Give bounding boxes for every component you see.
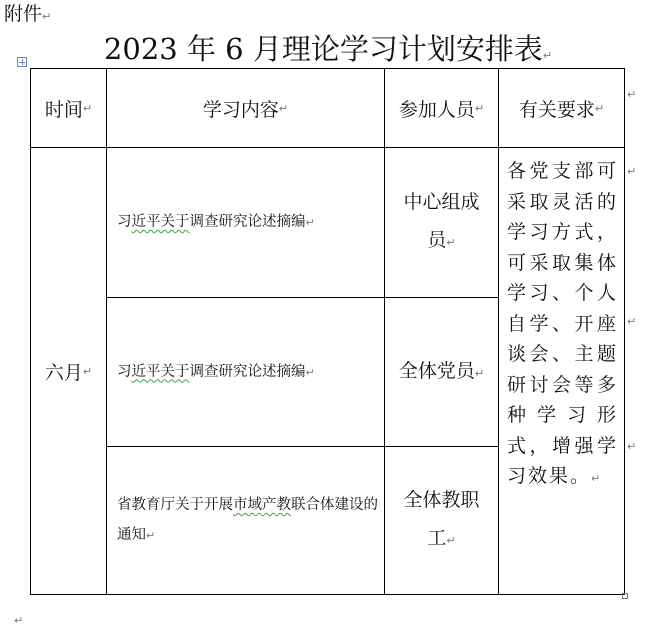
cell-mark: ↵	[146, 529, 156, 542]
cell-mark: ↵	[474, 101, 485, 115]
cell-mark: ↵	[305, 216, 315, 229]
attachment-label: 附件↵	[4, 3, 52, 25]
table-move-handle-icon[interactable]	[17, 57, 27, 67]
cell-mark: ↵	[278, 101, 289, 115]
table-border-bottom	[30, 594, 625, 595]
cell-mark: ↵	[446, 534, 456, 547]
table-resize-handle-icon[interactable]	[622, 593, 628, 599]
cell-mark: ↵	[305, 365, 315, 379]
row-end-mark: ↵	[627, 88, 637, 101]
header-participants: 参加人员 ↵	[398, 98, 485, 121]
table-row-1-content: 习近平关于调查研究论述摘编↵	[117, 214, 315, 230]
table-row-3-content: 省教育厅关于开展市域产教联合体建设的通知↵	[117, 497, 378, 543]
table-row-3-participants: 全体教职工↵	[403, 489, 480, 549]
cell-mark: ↵	[82, 101, 93, 115]
header-time: 时间 ↵	[44, 98, 93, 121]
row-end-mark: ↵	[627, 315, 637, 328]
row-end-mark: ↵	[627, 165, 637, 178]
header-requirements: 有关要求 ↵	[518, 98, 605, 121]
table-row-2-content: 习近平关于调查研究论述摘编↵	[117, 363, 315, 380]
row-end-mark: ↵	[627, 440, 637, 453]
table-border-right	[624, 68, 625, 595]
cell-mark: ↵	[591, 472, 603, 485]
paragraph-mark: ↵	[42, 10, 52, 23]
paragraph-mark: ↵	[14, 614, 24, 627]
table-row-1-participants: 中心组成员↵	[403, 191, 480, 251]
header-content: 学习内容 ↵	[202, 98, 289, 121]
cell-mark: ↵	[82, 364, 93, 378]
cell-mark: ↵	[594, 101, 605, 115]
requirements-cell: 各党支部可采取灵活的学习方式，可采取集体学习、个人自学、开座谈会、主题研讨会等多种学习形式，增强学习效果。↵	[507, 160, 618, 487]
cell-mark: ↵	[474, 366, 485, 380]
cell-mark: ↵	[446, 236, 456, 249]
document-title: 2023 年 6 月理论学习计划安排表↵	[103, 32, 553, 66]
paragraph-mark: ↵	[542, 49, 553, 62]
month-cell: 六月 ↵	[44, 361, 93, 384]
table-row-2-participants: 全体党员↵	[398, 359, 485, 382]
